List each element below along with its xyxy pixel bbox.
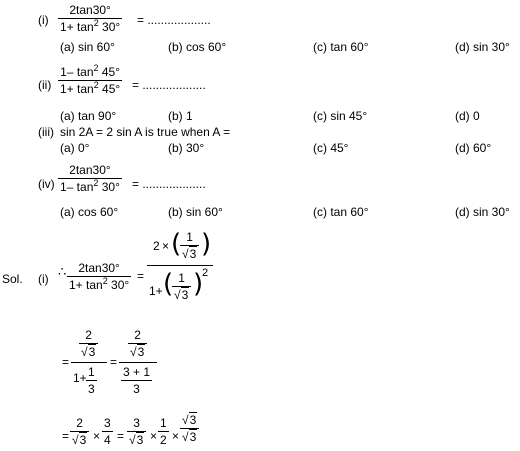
question-4-numerator: 2tan30° xyxy=(58,164,122,179)
one-third: $\frac{1}{3}$ xyxy=(88,365,95,396)
times-sign: × xyxy=(150,429,158,443)
two-over-root-three: $\frac{2}{√3}$ xyxy=(70,417,89,446)
root-three-over-root-three: $\frac{√3}{√3}$ xyxy=(180,414,199,443)
equals-sign: = xyxy=(137,269,145,283)
fraction-bar xyxy=(147,265,213,266)
question-4-fraction xyxy=(58,164,122,193)
question-4-blank: = ................... xyxy=(132,177,206,191)
step2-right-fraction xyxy=(119,329,157,397)
question-4-denominator: 1– $\tan^2 30^\circ$ xyxy=(60,178,120,194)
square-exponent: 2 xyxy=(202,267,209,279)
question-2-numerator: 1– $\tan^2 45^\circ$ xyxy=(58,66,122,81)
one-over-root-three: $\frac{1}{√3}$ xyxy=(172,272,191,301)
two-over-root-three: $\frac{2}{√3}$ xyxy=(79,329,98,358)
rhs-denominator-one-plus: 1+ xyxy=(149,284,163,298)
step2-left-fraction xyxy=(71,329,107,397)
question-1-option-c: (c) tan 60° xyxy=(313,40,369,54)
equals-sign: = xyxy=(62,355,70,369)
three-over-root-three: $\frac{3}{√3}$ xyxy=(127,417,146,446)
question-1-blank: = ................... xyxy=(137,13,211,27)
question-1-fraction xyxy=(58,4,122,33)
question-3-number: (iii) xyxy=(38,125,54,139)
question-1-number: (i) xyxy=(38,13,49,27)
solution-lhs-denominator: $1+ \tan^2 30^\circ$ xyxy=(69,276,130,292)
rhs-numerator-two: 2 xyxy=(153,239,160,253)
therefore-symbol: ∴ xyxy=(58,264,67,279)
times-sign: × xyxy=(172,429,180,443)
question-4-option-a: (a) cos 60° xyxy=(60,205,119,219)
left-paren: ( xyxy=(171,229,182,259)
solution-label: Sol. xyxy=(2,272,23,286)
question-2-option-d: (d) 0 xyxy=(455,109,480,123)
times-sign: × xyxy=(162,239,170,253)
right-paren: ) xyxy=(193,269,204,299)
question-4-option-d: (d) sin 30° xyxy=(455,205,510,219)
solution-rhs-fraction xyxy=(147,227,213,305)
question-1-option-a: (a) sin 60° xyxy=(60,40,115,54)
solution-lhs-fraction xyxy=(67,262,131,291)
one-over-root-three: $\frac{1}{√3}$ xyxy=(180,231,199,260)
question-4-option-b: (b) sin 60° xyxy=(168,205,223,219)
equals-sign: = xyxy=(110,355,118,369)
question-3-option-d: (d) 60° xyxy=(455,141,492,155)
equals-sign: = xyxy=(117,429,125,443)
question-3-option-c: (c) 45° xyxy=(313,141,349,155)
question-2-option-c: (c) sin 45° xyxy=(313,109,368,123)
fraction-bar xyxy=(71,362,107,363)
fraction-bar xyxy=(119,362,157,363)
one-half: $\frac{1}{2}$ xyxy=(160,416,167,447)
question-3-option-a: (a) 0° xyxy=(60,141,90,155)
one-plus: 1+ xyxy=(73,371,87,385)
question-3-stem: sin 2A = 2 sin A is true when A = xyxy=(60,125,231,139)
question-2-option-b: (b) 1 xyxy=(168,109,193,123)
question-2-denominator: $1+ \tan^2 45^\circ$ xyxy=(60,80,121,96)
question-1-option-d: (d) sin 30° xyxy=(455,40,510,54)
solution-lhs-numerator: 2tan30° xyxy=(67,262,131,277)
question-3-option-b: (b) 30° xyxy=(168,141,205,155)
times-sign: × xyxy=(93,429,101,443)
question-4-number: (iv) xyxy=(38,177,55,191)
left-paren: ( xyxy=(163,269,174,299)
equals-sign: = xyxy=(62,429,70,443)
question-2-option-a: (a) tan 90° xyxy=(60,109,117,123)
two-over-root-three: $\frac{2}{√3}$ xyxy=(128,329,147,358)
solution-part: (i) xyxy=(38,272,49,286)
question-2-number: (ii) xyxy=(38,78,52,92)
three-plus-one-over-three: $\frac{3 + 1}{3}$ xyxy=(123,365,151,396)
question-1-numerator: 2tan30° xyxy=(58,4,122,19)
question-2-fraction xyxy=(58,63,122,96)
question-2-blank: = ................... xyxy=(132,78,206,92)
right-paren: ) xyxy=(201,229,212,259)
question-1-denominator: $1+ \tan^2 30^\circ$ xyxy=(60,18,121,34)
question-4-option-c: (c) tan 60° xyxy=(313,205,369,219)
question-1-option-b: (b) cos 60° xyxy=(168,40,227,54)
three-over-four: $\frac{3}{4}$ xyxy=(104,416,111,447)
